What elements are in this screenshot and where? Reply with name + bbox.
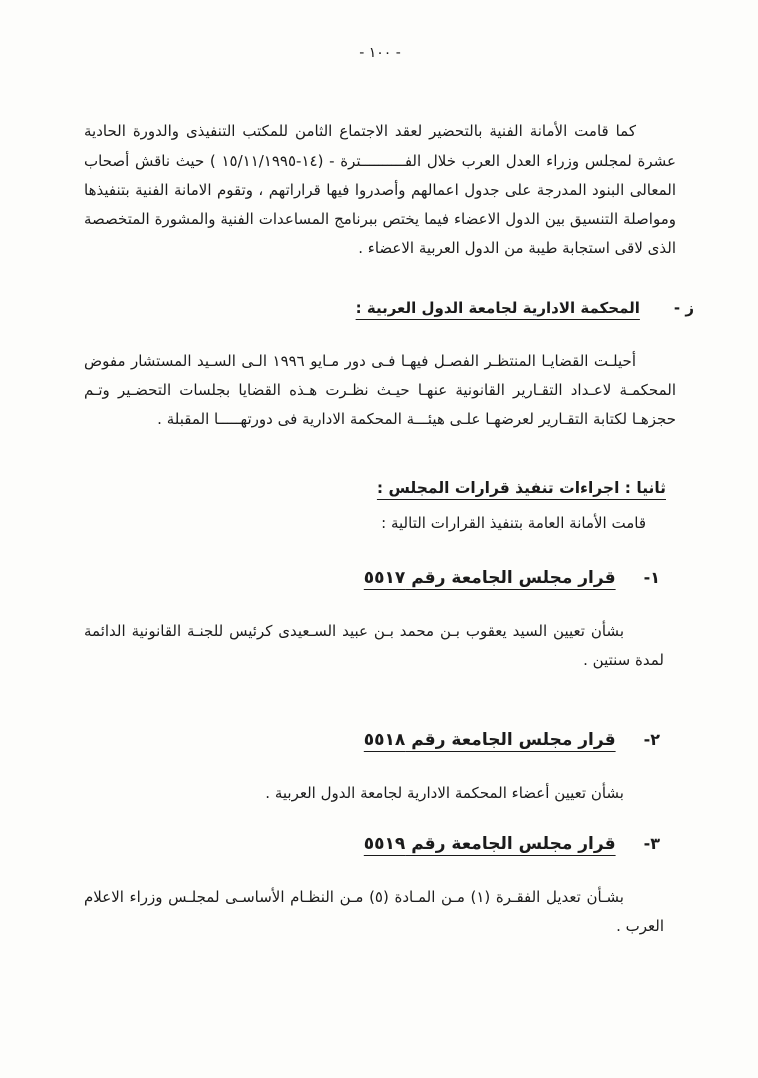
decision-1-title: قرار مجلس الجامعة رقم ٥٥١٧ (363, 568, 616, 589)
part-two-heading-row (84, 435, 676, 507)
decision-2-row (84, 724, 660, 757)
part-two-lead: قامت الأمانة العامة بتنفيذ القرارات التالية : (381, 513, 646, 532)
decision-2-title: قرار مجلس الجامعة رقم ٥٥١٨ (363, 729, 616, 750)
decision-3-number: ٣- (643, 834, 660, 854)
decision-1-body: بشأن تعيين السيد يعقوب بـن محمد بـن عبيد السـعيدى كرئيس للجنـة القانونية الدائمة لمدة سنتين . (84, 622, 664, 670)
decision-3-body: بشـأن تعديل الفقـرة (١) مـن المـادة (٥) مـن النظـام الأساسـى لمجلـس وزراء الاعلام العرب . (84, 888, 664, 936)
decision-1-row (84, 562, 660, 595)
decision-3-row (84, 828, 660, 861)
part-two-heading: ثانيا : اجراءات تنفيذ قرارات المجلس : (376, 478, 666, 497)
intro-paragraph: كما قامت الأمانة الفنية بالتحضير لعقد الاجتماع الثامن للمكتب التنفيذى والدورة الحادية عشرة لمجلس وزراء العدل العرب خلال الفــــــــــترة - (١٤-١٥/١١/١٩٩٥ ) حيث ناقش أصحاب المعالى البنود المدرجة على جدول اعمالهم وأصدروا فيها قراراتهم ، وتقوم الامانة الفنية بتنفيذها ومواصلة التنسيق بين الدول الاعضاء فيما يختص ببرنامج المساعدات الفنية والمشورة المتخصصة الذى لاقى استجابة طيبة من الدول العربية الاعضاء . (84, 122, 676, 258)
section-z-heading-row (84, 294, 694, 323)
decision-3-title: قرار مجلس الجامعة رقم ٥٥١٩ (363, 834, 616, 855)
section-z-marker: ز - (673, 298, 694, 317)
section-z-body: أحيلـت القضايـا المنتظـر الفصـل فيهـا فـى دور مـايو ١٩٩٦ الـى السـيد المستشار مفوض المحكمـة لاعـداد التقـارير القانونية عنهـا حيـث نظـرت هـذه القضايا بجلسات التحضـير وتـم حجزهـا لكتابة التقـارير لعرضهـا علـى هيئـــة المحكمة الادارية فى دورتهـــــا المقبلة . (84, 351, 676, 429)
section-z-title: المحكمة الادارية لجامعة الدول العربية : (355, 298, 640, 317)
page-number: - ١٠٠ - (359, 45, 401, 61)
decision-1-number: ١- (643, 568, 660, 588)
decision-2-body: بشأن تعيين أعضاء المحكمة الادارية لجامعة الدول العربية . (265, 783, 624, 802)
decision-2-number: ٢- (643, 729, 660, 749)
